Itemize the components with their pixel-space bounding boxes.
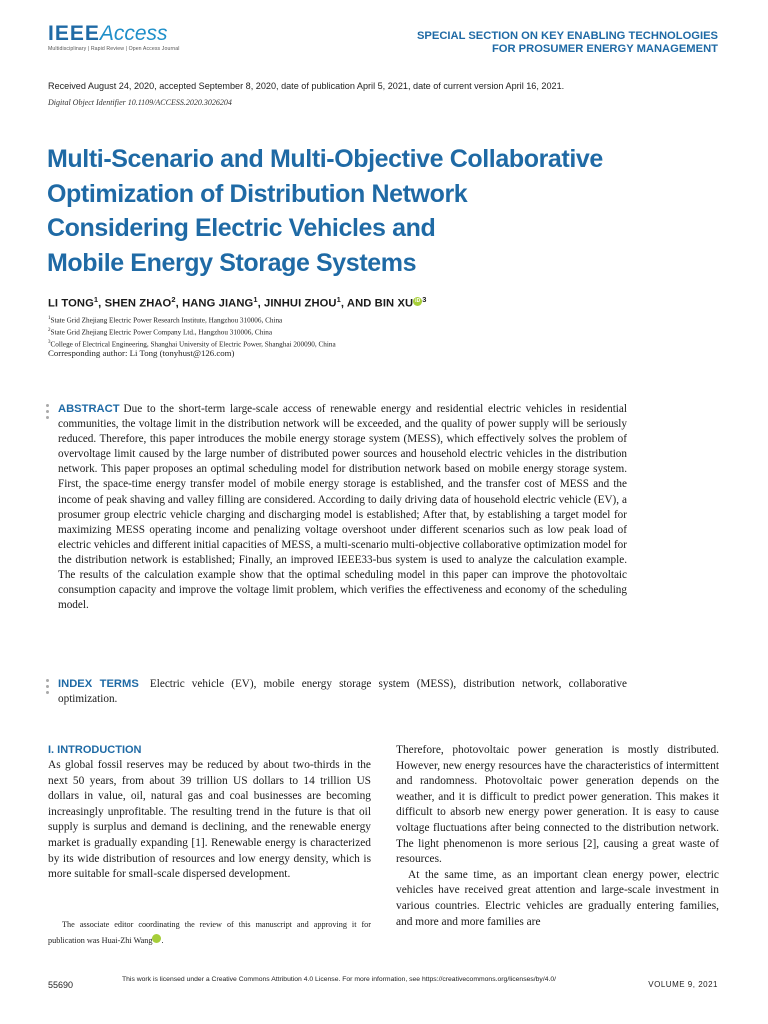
page-number: 55690: [48, 980, 74, 990]
orcid-icon[interactable]: iD: [152, 934, 161, 943]
author-3: HANG JIANG: [182, 297, 254, 310]
doi: Digital Object Identifier 10.1109/ACCESS.2020.3026204: [48, 98, 232, 107]
author-3-affil: 1: [253, 295, 258, 304]
special-line-2: FOR PROSUMER ENERGY MANAGEMENT: [491, 42, 718, 55]
abstract-text: Due to the short-term large-scale access of renewable energy and residential electric vehicles in residential communities, the voltage limit in the distribution network will be exceeded, and the quality of power supply will be seriously reduced. Therefore, this paper introduces the mobile energy storage system (MESS), which effectively solves the problem of overvoltage limit caused by the large number of distributed power sources and household electric vehicles in the distribution network. This paper proposes an optimal scheduling model for distribution network based on mobile energy storage system. First, the space-time energy transfer model of mobile energy storage is established, and the transfer cost of MESS and the income of peak shaving and valley filling are considered. According to daily driving data of household electric vehicle (EV), a prosumer group electric vehicle charging and discharging model is established; After that, by establishing a target model for maximizing MESS operating income and penalizing voltage overshoot under different scenarios such as low peak load of electric vehicles and different initial capacities of MESS, a multi-scenario multi-objective collaborative optimization model for the distribution network is established; Finally, an improved IEEE33-bus system is used to analyze the calculation example. The results of the calculation example show that the optimal scheduling model in this paper can improve the photovoltaic consumption capacity and improve the voltage limit problem, which verifies the effectiveness and economy of the scheduling model.: [58, 403, 627, 612]
author-list: LI TONG$^1$, SHEN ZHAO$^2$, HANG JIANG$^1$, JINHUI ZHOU$^1$, AND BIN XU iD $^3$: [48, 295, 427, 310]
affiliation-1-number: 1: [48, 316, 51, 321]
intro-left-column: As global fossil reserves may be reduced by about two-thirds in the next 50 years, from about 39 trillion US dollars to 14 trillion US dollars in value, oil, natural gas and coal businesses are becoming increasingly unprofitable. The resulting trend in the future is that oil supply is surplus and demand is declining, and the renewable energy market is gradually expanding [1]. Renewable energy is characterized by its wide distribution of resources and low energy density, which is more suitable for small-scale dispersed development.: [48, 759, 371, 881]
journal-logo: [48, 22, 168, 46]
logo-ieee: IEEE: [48, 22, 100, 45]
affiliation-1-text: State Grid Zhejiang Electric Power Research Institute, Hangzhou 310006, China: [50, 316, 283, 325]
section-heading-introduction: I. INTRODUCTION: [48, 744, 142, 756]
affiliation-3-text: College of Electrical Engineering, Shanghai University of Electric Power, Shanghai 200090, China: [50, 340, 336, 349]
intro-right-paragraph-1: Therefore, photovoltaic power generation is mostly distributed. However, new energy resources have the characteristics of intermittent and randomness. Photovoltaic power generation depends on the weather, and it is difficult to predict power generation. This makes it difficult to absorb new energy power generation. It is easy to cause voltage fluctuations after being connected to the distribution network. The light phenomenon is more serious [2], causing a great waste of resources.: [396, 744, 719, 866]
title-line-1: Multi-Scenario and Multi-Objective Collaborative: [47, 145, 603, 173]
index-terms-label: INDEX TERMS: [58, 678, 139, 690]
author-5: AND BIN XU: [346, 297, 414, 310]
affiliation-3-number: 3: [48, 339, 51, 345]
affiliation-2-number: 2: [48, 327, 51, 333]
abstract-dots-icon: [46, 404, 49, 422]
corresponding-author: Corresponding author: Li Tong (tonyhust@126.com): [48, 348, 235, 358]
author-5-affil: 3: [422, 295, 427, 304]
volume-info: VOLUME 9, 2021: [648, 980, 718, 989]
special-line-1: SPECIAL SECTION ON KEY ENABLING TECHNOLOGIES: [416, 30, 718, 42]
index-terms: [58, 677, 627, 707]
paper-title: [47, 142, 697, 280]
intro-right-paragraph-2: At the same time, as an important clean energy power, electric vehicles have received great attention and large-scale investment in various countries. Electric vehicles are gradually entering families, and more and more families are: [396, 868, 719, 928]
author-2-affil: 2: [171, 295, 176, 304]
affiliation-2: [48, 326, 708, 338]
author-1-affil: 1: [93, 295, 99, 304]
index-terms-dots-icon: [46, 679, 49, 697]
title-line-2: Optimization of Distribution Network: [47, 179, 468, 208]
special-section-banner: [388, 30, 718, 55]
abstract-label: ABSTRACT: [58, 403, 120, 415]
orcid-icon[interactable]: iD: [415, 298, 421, 304]
author-1: LI TONG: [48, 297, 94, 310]
received-dates: Received August 24, 2020, accepted September 8, 2020, date of publication April 5, 2021, date of current version April 16, 2021.: [48, 81, 565, 91]
intro-right-column: [396, 743, 719, 930]
editor-footnote: [48, 917, 371, 948]
title-line-4: Mobile Energy Storage Systems: [47, 248, 417, 277]
affiliation-2-text: State Grid Zhejiang Electric Power Company Ltd., Hangzhou 310006, China: [50, 328, 273, 337]
affiliation-1: [48, 314, 708, 326]
title-line-3: Considering Electric Vehicles and: [47, 214, 436, 242]
abstract: [58, 402, 627, 613]
logo-access: Access: [99, 22, 168, 45]
footnote-text: The associate editor coordinating the review of this manuscript and approving it for publication was Huai-Zhi Wang: [48, 920, 371, 945]
journal-tagline: Multidisciplinary | Rapid Review | Open Access Journal: [48, 46, 180, 52]
footnote-end: .: [161, 935, 164, 945]
author-2: SHEN ZHAO: [104, 297, 172, 310]
license-notice[interactable]: This work is licensed under a Creative Commons Attribution 4.0 License. For more information, see https://creativecommons.org/licenses/by/4.0/: [122, 976, 557, 983]
affiliations: [48, 314, 708, 350]
author-4: JINHUI ZHOU: [264, 297, 337, 310]
index-terms-text: Electric vehicle (EV), mobile energy storage system (MESS), distribution network, collaborative optimization.: [58, 678, 627, 706]
author-4-affil: 1: [336, 295, 341, 304]
